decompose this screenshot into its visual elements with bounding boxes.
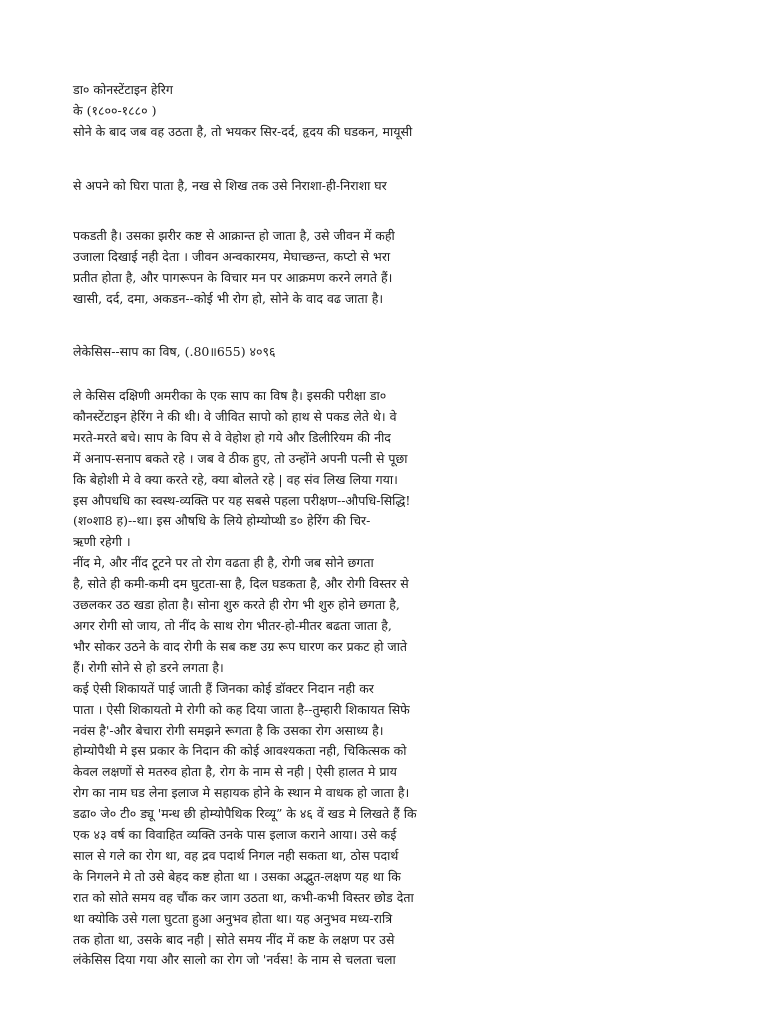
- intro-block: [73, 80, 703, 143]
- body-line: लंकेसिस दिया गया और सालो का रोग जो 'नर्वस! के नाम से चलता चला: [73, 952, 396, 968]
- body-line: मरते-मरते बचे। साप के विप से वे वेहोश हो गये और डिलीरियम की नीद: [73, 429, 391, 445]
- body-line: के निगलने मे तो उसे बेहद कष्ट होता था । उसका अद्भुत-लक्षण यह था कि: [73, 868, 401, 884]
- body-line: कई ऐसी शिकायतें पाई जाती हैं जिनका कोई डॉक्टर निदान नही कर: [73, 680, 374, 696]
- body-line: (श०शा8 ह)--था। इस औषधि के लिये होम्योप्थी ड० हेरिंग की चिर-: [73, 513, 371, 529]
- paragraph-3: [73, 226, 703, 310]
- body-line: भौर सोकर उठने के वाद रोगी के सब कष्ट उग्र रूप घारण कर प्रकट हो जाते: [73, 638, 408, 654]
- body-line: ऋणी रहेगी ।: [73, 534, 131, 550]
- body-line: उछलकर उठ खडा होता है। सोना शुरु करते ही रोग भी शुरु होने छगता है,: [73, 597, 400, 613]
- body-line: पाता । ऐसी शिकायतो मे रोगी को कह दिया जाता है--तुम्हारी शिकायत सिफे: [73, 701, 410, 717]
- author-line: डा० कोनस्टेंटाइन हेरिग: [73, 82, 173, 97]
- body-line: में अनाप-सनाप बकते रहे । जब वे ठीक हुए, तो उन्होंने अपनी पत्नी से पूछा: [73, 450, 408, 466]
- body-line: तक होता था, उसके बाद नही | सोते समय नींद में कष्ट के लक्षण पर उसे: [73, 931, 395, 947]
- body-line: हैं। रोगी सोने से हो डरने लगता है।: [73, 659, 224, 675]
- body-line: रात को सोते समय वह चौंक कर जाग उठता था, कभी-कभी विस्तर छोड देता: [73, 889, 414, 905]
- body-line: नींद मे, और नींद टूटने पर तो रोग वढता ही है, रोगी जब सोने छगता: [73, 555, 374, 571]
- body-line: रोग का नाम घड लेना इलाज मे सहायक होने के स्थान मे वाधक हो जाता है।: [73, 785, 410, 801]
- paragraph-2: [73, 176, 703, 197]
- paragraph-line: से अपने को घिरा पाता है, नख से शिख तक उसे निराशा-ही-निराशा घर: [73, 178, 387, 193]
- section-heading: लेकेसिस--साप का विष, (.80॥655) ४०९६: [73, 344, 276, 359]
- body-line: एक ४३ वर्ष का विवाहित व्यक्ति उनके पास इलाज कराने आया। उसे कई: [73, 827, 397, 843]
- body-line: कि बेहोशी मे वे क्या करते रहे, क्या बोलते रहे | वह संव लिख लिया गया।: [73, 471, 398, 487]
- paragraph-line: खासी, दर्द, दमा, अकडन--कोई भी रोग हो, सोने के वाद वढ जाता है।: [73, 290, 384, 306]
- paragraph-line: प्रतीत होता है, और पागरूपन के विचार मन पर आक्रमण करने लगते हैं।: [73, 269, 393, 285]
- body-text-block: [73, 386, 703, 971]
- body-line: ले केसिस दक्षिणी अमरीका के एक साप का विष है। इसकी परीक्षा डा०: [73, 388, 387, 403]
- section-heading-block: [73, 342, 703, 363]
- body-line: साल से गले का रोग था, वह द्रव पदार्थ निगल नही सकता था, ठोस पदार्थ: [73, 847, 399, 863]
- body-line: इस औपधधि का स्वस्थ-व्यक्ति पर यह सबसे पहला परीक्षण--औपधि-सिद्धि!: [73, 492, 411, 508]
- body-line: अगर रोगी सो जाय, तो नींद के साथ रोग भीतर-हो-मीतर बढता जाता है,: [73, 617, 392, 633]
- paragraph-line: उजाला दिखाई नही देता । जीवन अन्वकारमय, मेघाच्छन्त, कप्टो से भरा: [73, 248, 391, 264]
- intro-text-line: सोने के बाद जब वह उठता है, तो भयकर सिर-दर्द, हृदय की घडकन, मायूसी: [73, 123, 413, 139]
- body-line: था क्योकि उसे गला घुटता हुआ अनुभव होता था। यह अनुभव मध्य-रात्रि: [73, 910, 393, 926]
- years-line: के (१८००-१८८० ): [73, 102, 157, 118]
- body-line: होम्योपैथी मे इस प्रकार के निदान की कोई आवश्यकता नही, चिकित्सक को: [73, 743, 407, 759]
- body-line: है, सोते ही कमी-कमी दम घुटता-सा है, दिल घडकता है, और रोगी विस्तर से: [73, 576, 409, 592]
- body-line: नवंस है'-और बेचारा रोगी समझने रूगता है कि उसका रोग असाध्य है।: [73, 722, 384, 738]
- body-line: डढा० जे० टी० ड्यू 'मन्ध छी होम्योपैथिक रिव्यू” के ४६ वें खड मे लिखते हैं कि: [73, 806, 417, 822]
- paragraph-line: पकडती है। उसका झरीर कष्ट से आक्रान्त हो जाता है, उसे जीवन में कही: [73, 228, 395, 243]
- body-line: केवल लक्षणों से मतरुव होता है, रोग के नाम से नही | ऐसी हालत मे प्राय: [73, 764, 397, 780]
- body-line: कौनस्टेंटाइन हेरिंग ने की थी। वे जीवित सापो को हाथ से पकड लेते थे। वे: [73, 408, 397, 424]
